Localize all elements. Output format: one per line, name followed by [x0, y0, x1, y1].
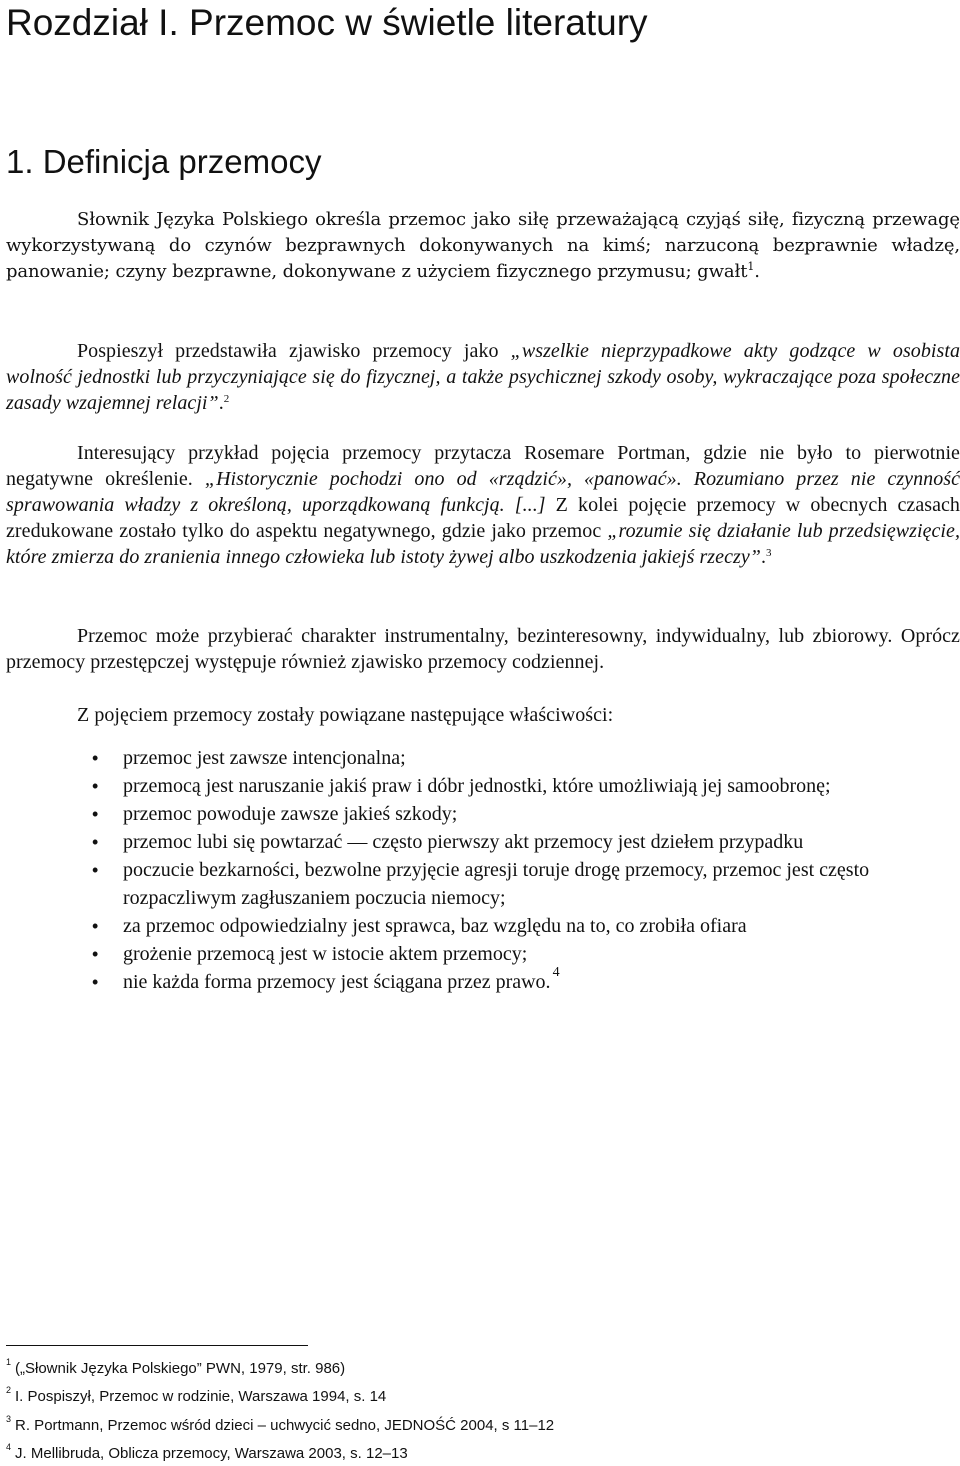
list-item: • poczucie bezkarności, bezwolne przyjęcie agresji toruje drogę przemocy, przemoc jest często rozpaczliwym zagłuszaniem poczucia niemocy;	[6, 856, 960, 912]
quote-historical: „Historycznie pochodzi ono od «rządzić», «panować». Rozumiano przez nie czynność sprawowania władzy z określoną, uporządkowaną funkcją. [...]	[6, 468, 960, 516]
section-title: 1. Definicja przemocy	[6, 143, 322, 180]
bullet-icon: •	[92, 916, 99, 936]
quote-modern: „rozumie się działanie lub przedsięwzięcie, które zmierza do zranienia innego człowieka lub istoty żywej albo uszkodzenia jakiejś rzeczy”	[6, 520, 960, 568]
list-item: • przemoc powoduje zawsze jakieś szkody;	[6, 800, 960, 828]
quote-pospieszyl: „wszelkie nieprzypadkowe akty godzące w osobista wolność jednostki lub przyczyniające się do fizycznej, a także psychicznej szkody osoby, wykraczające poza społeczne zasady wzajemnej relacji”	[6, 340, 960, 414]
bullet-icon: •	[92, 804, 99, 824]
chapter-title: Rozdział I. Przemoc w świetle literatury	[6, 2, 648, 43]
footnote-ref-3[interactable]: 3	[766, 547, 772, 559]
footnote-divider	[6, 1345, 308, 1346]
footnote-2: $^2$ I. Pospiszył, Przemoc w rodzinie, Warszawa 1994, s. 14	[6, 1385, 387, 1405]
list-item: • przemocą jest naruszanie jakiś praw i dóbr jednostki, które umożliwiają jej samoobronę;	[6, 772, 960, 800]
footnote-1: $^1$ („Słownik Języka Polskiego” PWN, 1979, str. 986)	[6, 1357, 346, 1377]
list-item: • grożenie przemocą jest w istocie aktem przemocy;	[6, 940, 960, 968]
bullet-icon: •	[92, 944, 99, 964]
bullet-icon: •	[92, 860, 99, 880]
footnote-4: $^4$ J. Mellibruda, Oblicza przemocy, Warszawa 2003, s. 12–13	[6, 1442, 408, 1462]
bullet-icon: •	[92, 776, 99, 796]
list-item: • przemoc jest zawsze intencjonalna;	[6, 744, 960, 772]
properties-list	[6, 744, 960, 996]
list-item: • nie każda forma przemocy jest ściągana przez prawo. $^4$	[6, 968, 960, 996]
bullet-icon: •	[92, 748, 99, 768]
bullet-icon: •	[92, 972, 99, 992]
footnote-3: $^3$ R. Portmann, Przemoc wśród dzieci – uchwycić sedno, JEDNOŚĆ 2004, s 11–12	[6, 1414, 555, 1434]
list-item: • przemoc lubi się powtarzać — często pierwszy akt przemocy jest dziełem przypadku	[6, 828, 960, 856]
paragraph-properties-intro: Z pojęciem przemocy zostały powiązane następujące właściwości:	[77, 704, 614, 726]
paragraph-character: Przemoc może przybierać charakter instrumentalny, bezinteresowny, indywidualny, lub zbiorowy. Oprócz przemocy przestępczej występuje również zjawisko przemocy codziennej.	[6, 625, 960, 673]
paragraph-portman: Interesujący przykład pojęcia przemocy przytacza Rosemare Portman, gdzie nie było to pierwotnie negatywne określenie. „Historycznie pochodzi ono od «rządzić», «panować». Rozumiano przez nie czynność sprawowania władzy z określoną, uporządkowaną funkcją. [...] Z kolei pojęcie przemocy w obecnych czasach zredukowane zostało tylko do aspektu negatywnego, gdzie jako przemoc „rozumie się działanie lub przedsięwzięcie, które zmierza do zranienia innego człowieka lub istoty żywej albo uszkodzenia jakiejś rzeczy”.$^3$	[6, 442, 960, 568]
footnote-ref-1[interactable]: 1	[747, 260, 755, 273]
paragraph-definition: Słownik Języka Polskiego określa przemoc jako siłę przeważającą czyjąś siłę, fizyczną przewagę wykorzystywaną do czynów bezprawnych dokonywanych na kimś; narzuconą bezprawnie władzę, panowanie; czyny bezprawne, dokonywane z użyciem fizycznego przymusu; gwałt$^1$.	[6, 209, 960, 282]
paragraph-definition-text: Słownik Języka Polskiego określa przemoc jako siłę przeważającą czyjąś siłę, fizyczną przewagę wykorzystywaną do czynów bezprawnych dokonywanych na kimś; narzuconą bezprawnie władzę, panowanie; czyny bezprawne, dokonywane z użyciem fizycznego przymusu; gwałt	[6, 209, 960, 282]
footnote-ref-2[interactable]: 2	[223, 393, 230, 405]
list-item: • za przemoc odpowiedzialny jest sprawca, baz względu na to, co zrobiła ofiara	[6, 912, 960, 940]
footnote-ref-4[interactable]: 4	[552, 965, 560, 980]
paragraph-pospieszyl: Pospieszył przedstawiła zjawisko przemocy jako „wszelkie nieprzypadkowe akty godzące w osobista wolność jednostki lub przyczyniające się do fizycznej, a także psychicznej szkody osoby, wykraczające poza społeczne zasady wzajemnej relacji”.$^2$	[6, 340, 960, 414]
bullet-icon: •	[92, 832, 99, 852]
